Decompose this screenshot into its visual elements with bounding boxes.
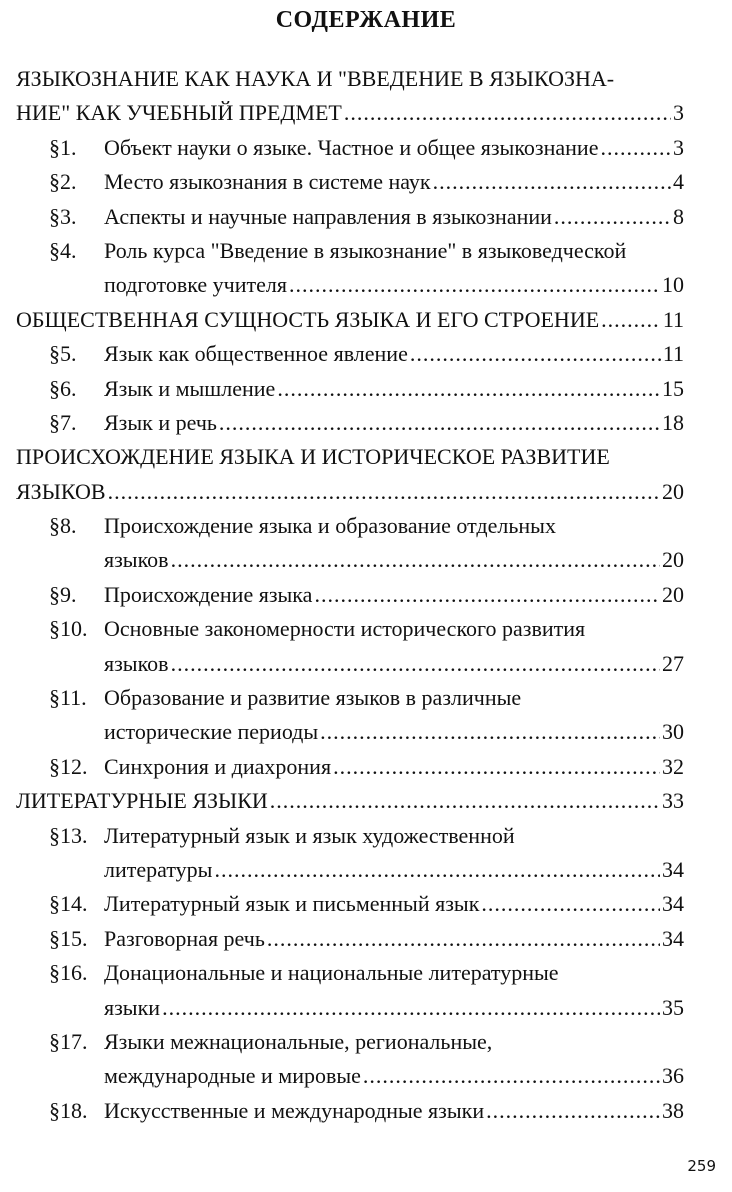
entry-title: ОБЩЕСТВЕННАЯ СУЩНОСТЬ ЯЗЫКА И ЕГО СТРОЕНИЕ	[16, 306, 600, 332]
toc-section	[16, 887, 684, 921]
entry-title: Язык и речь	[104, 409, 217, 435]
entry-page-number: 11	[662, 306, 684, 332]
entry-title: Язык и мышление	[104, 375, 276, 401]
page-title: СОДЕРЖАНИЕ	[275, 7, 457, 33]
entry-title: Языки межнациональные, региональные,	[104, 1028, 493, 1054]
dot-leader	[481, 887, 660, 921]
entry-title: Аспекты и научные направления в языкознании	[104, 203, 552, 229]
dot-leader	[214, 853, 660, 887]
dot-leader	[267, 922, 660, 956]
entry-title: Донациональные и национальные литературные	[104, 960, 559, 986]
entry-page-number: 35	[662, 994, 684, 1020]
section-number: §15.	[49, 925, 88, 951]
toc-chapter	[16, 784, 684, 818]
entry-title: Основные закономерности исторического развития	[104, 616, 586, 642]
dot-leader	[410, 337, 661, 371]
toc-section	[16, 509, 684, 578]
entry-title: НИЕ" КАК УЧЕБНЫЙ ПРЕДМЕТ	[16, 100, 342, 126]
toc-section	[16, 922, 684, 956]
entry-page-number: 18	[662, 409, 684, 435]
section-number: §12.	[49, 753, 88, 779]
section-number: §11.	[49, 685, 87, 711]
dot-leader	[601, 303, 661, 337]
toc-section	[16, 819, 684, 888]
dot-leader	[219, 406, 660, 440]
entry-page-number: 33	[662, 788, 684, 814]
toc-section	[16, 131, 684, 165]
entry-title: ПРОИСХОЖДЕНИЕ ЯЗЫКА И ИСТОРИЧЕСКОЕ РАЗВИТИЕ	[16, 444, 610, 470]
dot-leader	[171, 543, 660, 577]
entry-title: ЯЗЫКОВ	[16, 478, 106, 504]
entry-title: Образование и развитие языков в различные	[104, 685, 522, 711]
dot-leader	[486, 1094, 660, 1128]
dot-leader	[314, 578, 660, 612]
dot-leader	[320, 715, 660, 749]
entry-page-number: 20	[662, 581, 684, 607]
entry-title: Происхождение языка	[104, 581, 313, 607]
entry-title: Литературный язык и язык художественной	[104, 822, 515, 848]
section-number: §3.	[49, 203, 77, 229]
section-number: §6.	[49, 375, 77, 401]
dot-leader	[333, 750, 660, 784]
entry-title: Разговорная речь	[104, 925, 265, 951]
entry-title: Место языкознания в системе наук	[104, 169, 431, 195]
toc-section	[16, 681, 684, 750]
entry-title: международные и мировые	[104, 1063, 361, 1089]
toc-chapter	[16, 303, 684, 337]
entry-page-number: 3	[673, 100, 684, 126]
entry-page-number: 10	[662, 272, 684, 298]
entry-page-number: 27	[662, 650, 684, 676]
section-number: §5.	[49, 341, 77, 367]
entry-title: Язык как общественное явление	[104, 341, 408, 367]
toc-section	[16, 578, 684, 612]
entry-title: Происхождение языка и образование отдельных	[104, 513, 556, 539]
dot-leader	[433, 165, 671, 199]
entry-title: исторические периоды	[104, 719, 319, 745]
entry-title: ЯЗЫКОЗНАНИЕ КАК НАУКА И "ВВЕДЕНИЕ В ЯЗЫКОЗНА-	[16, 66, 615, 91]
dot-leader	[270, 784, 660, 818]
entry-page-number: 38	[662, 1097, 684, 1123]
table-of-contents	[16, 62, 684, 1128]
dot-leader	[171, 647, 660, 681]
entry-page-number: 3	[673, 134, 684, 160]
entry-title: ЛИТЕРАТУРНЫЕ ЯЗЫКИ	[16, 788, 268, 814]
section-number: §13.	[49, 822, 88, 848]
entry-page-number: 8	[673, 203, 684, 229]
dot-leader	[363, 1059, 660, 1093]
toc-section	[16, 956, 684, 1025]
entry-page-number: 20	[662, 547, 684, 573]
dot-leader	[289, 268, 660, 302]
toc-section	[16, 1025, 684, 1094]
entry-page-number: 20	[662, 478, 684, 504]
entry-title: подготовке учителя	[104, 272, 287, 298]
entry-title: языков	[104, 547, 169, 573]
section-number: §18.	[49, 1097, 88, 1123]
dot-leader	[162, 991, 660, 1025]
entry-page-number: 32	[662, 753, 684, 779]
toc-chapter	[16, 62, 684, 131]
entry-page-number: 11	[662, 341, 684, 367]
entry-page-number: 4	[673, 169, 684, 195]
entry-page-number: 34	[662, 925, 684, 951]
toc-section	[16, 372, 684, 406]
entry-title: Искусственные и международные языки	[104, 1097, 485, 1123]
entry-title: языков	[104, 650, 169, 676]
section-number: §17.	[49, 1028, 88, 1054]
toc-section	[16, 612, 684, 681]
section-number: §10.	[49, 616, 88, 642]
dot-leader	[344, 96, 671, 130]
entry-page-number: 36	[662, 1063, 684, 1089]
section-number: §4.	[49, 237, 77, 263]
section-number: §2.	[49, 169, 77, 195]
section-number: §8.	[49, 513, 77, 539]
dot-leader	[600, 131, 671, 165]
entry-title: языки	[104, 994, 161, 1020]
toc-section	[16, 406, 684, 440]
dot-leader	[277, 372, 660, 406]
toc-section	[16, 1094, 684, 1128]
section-number: §1.	[49, 134, 77, 160]
entry-page-number: 30	[662, 719, 684, 745]
toc-chapter	[16, 440, 684, 509]
dot-leader	[554, 200, 671, 234]
page-number: 259	[687, 1157, 716, 1175]
entry-title: Объект науки о языке. Частное и общее языкознание	[104, 134, 599, 160]
entry-page-number: 34	[662, 856, 684, 882]
toc-section	[16, 165, 684, 199]
entry-page-number: 15	[662, 375, 684, 401]
dot-leader	[108, 475, 660, 509]
entry-title: Литературный язык и письменный язык	[104, 891, 480, 917]
section-number: §7.	[49, 409, 77, 435]
toc-section	[16, 750, 684, 784]
section-number: §9.	[49, 581, 77, 607]
toc-section	[16, 234, 684, 303]
entry-title: литературы	[104, 856, 213, 882]
entry-title: Синхрония и диахрония	[104, 753, 332, 779]
toc-section	[16, 337, 684, 371]
entry-page-number: 34	[662, 891, 684, 917]
toc-section	[16, 200, 684, 234]
section-number: §14.	[49, 891, 88, 917]
entry-title: Роль курса "Введение в языкознание" в языковедческой	[104, 237, 627, 263]
section-number: §16.	[49, 960, 88, 986]
